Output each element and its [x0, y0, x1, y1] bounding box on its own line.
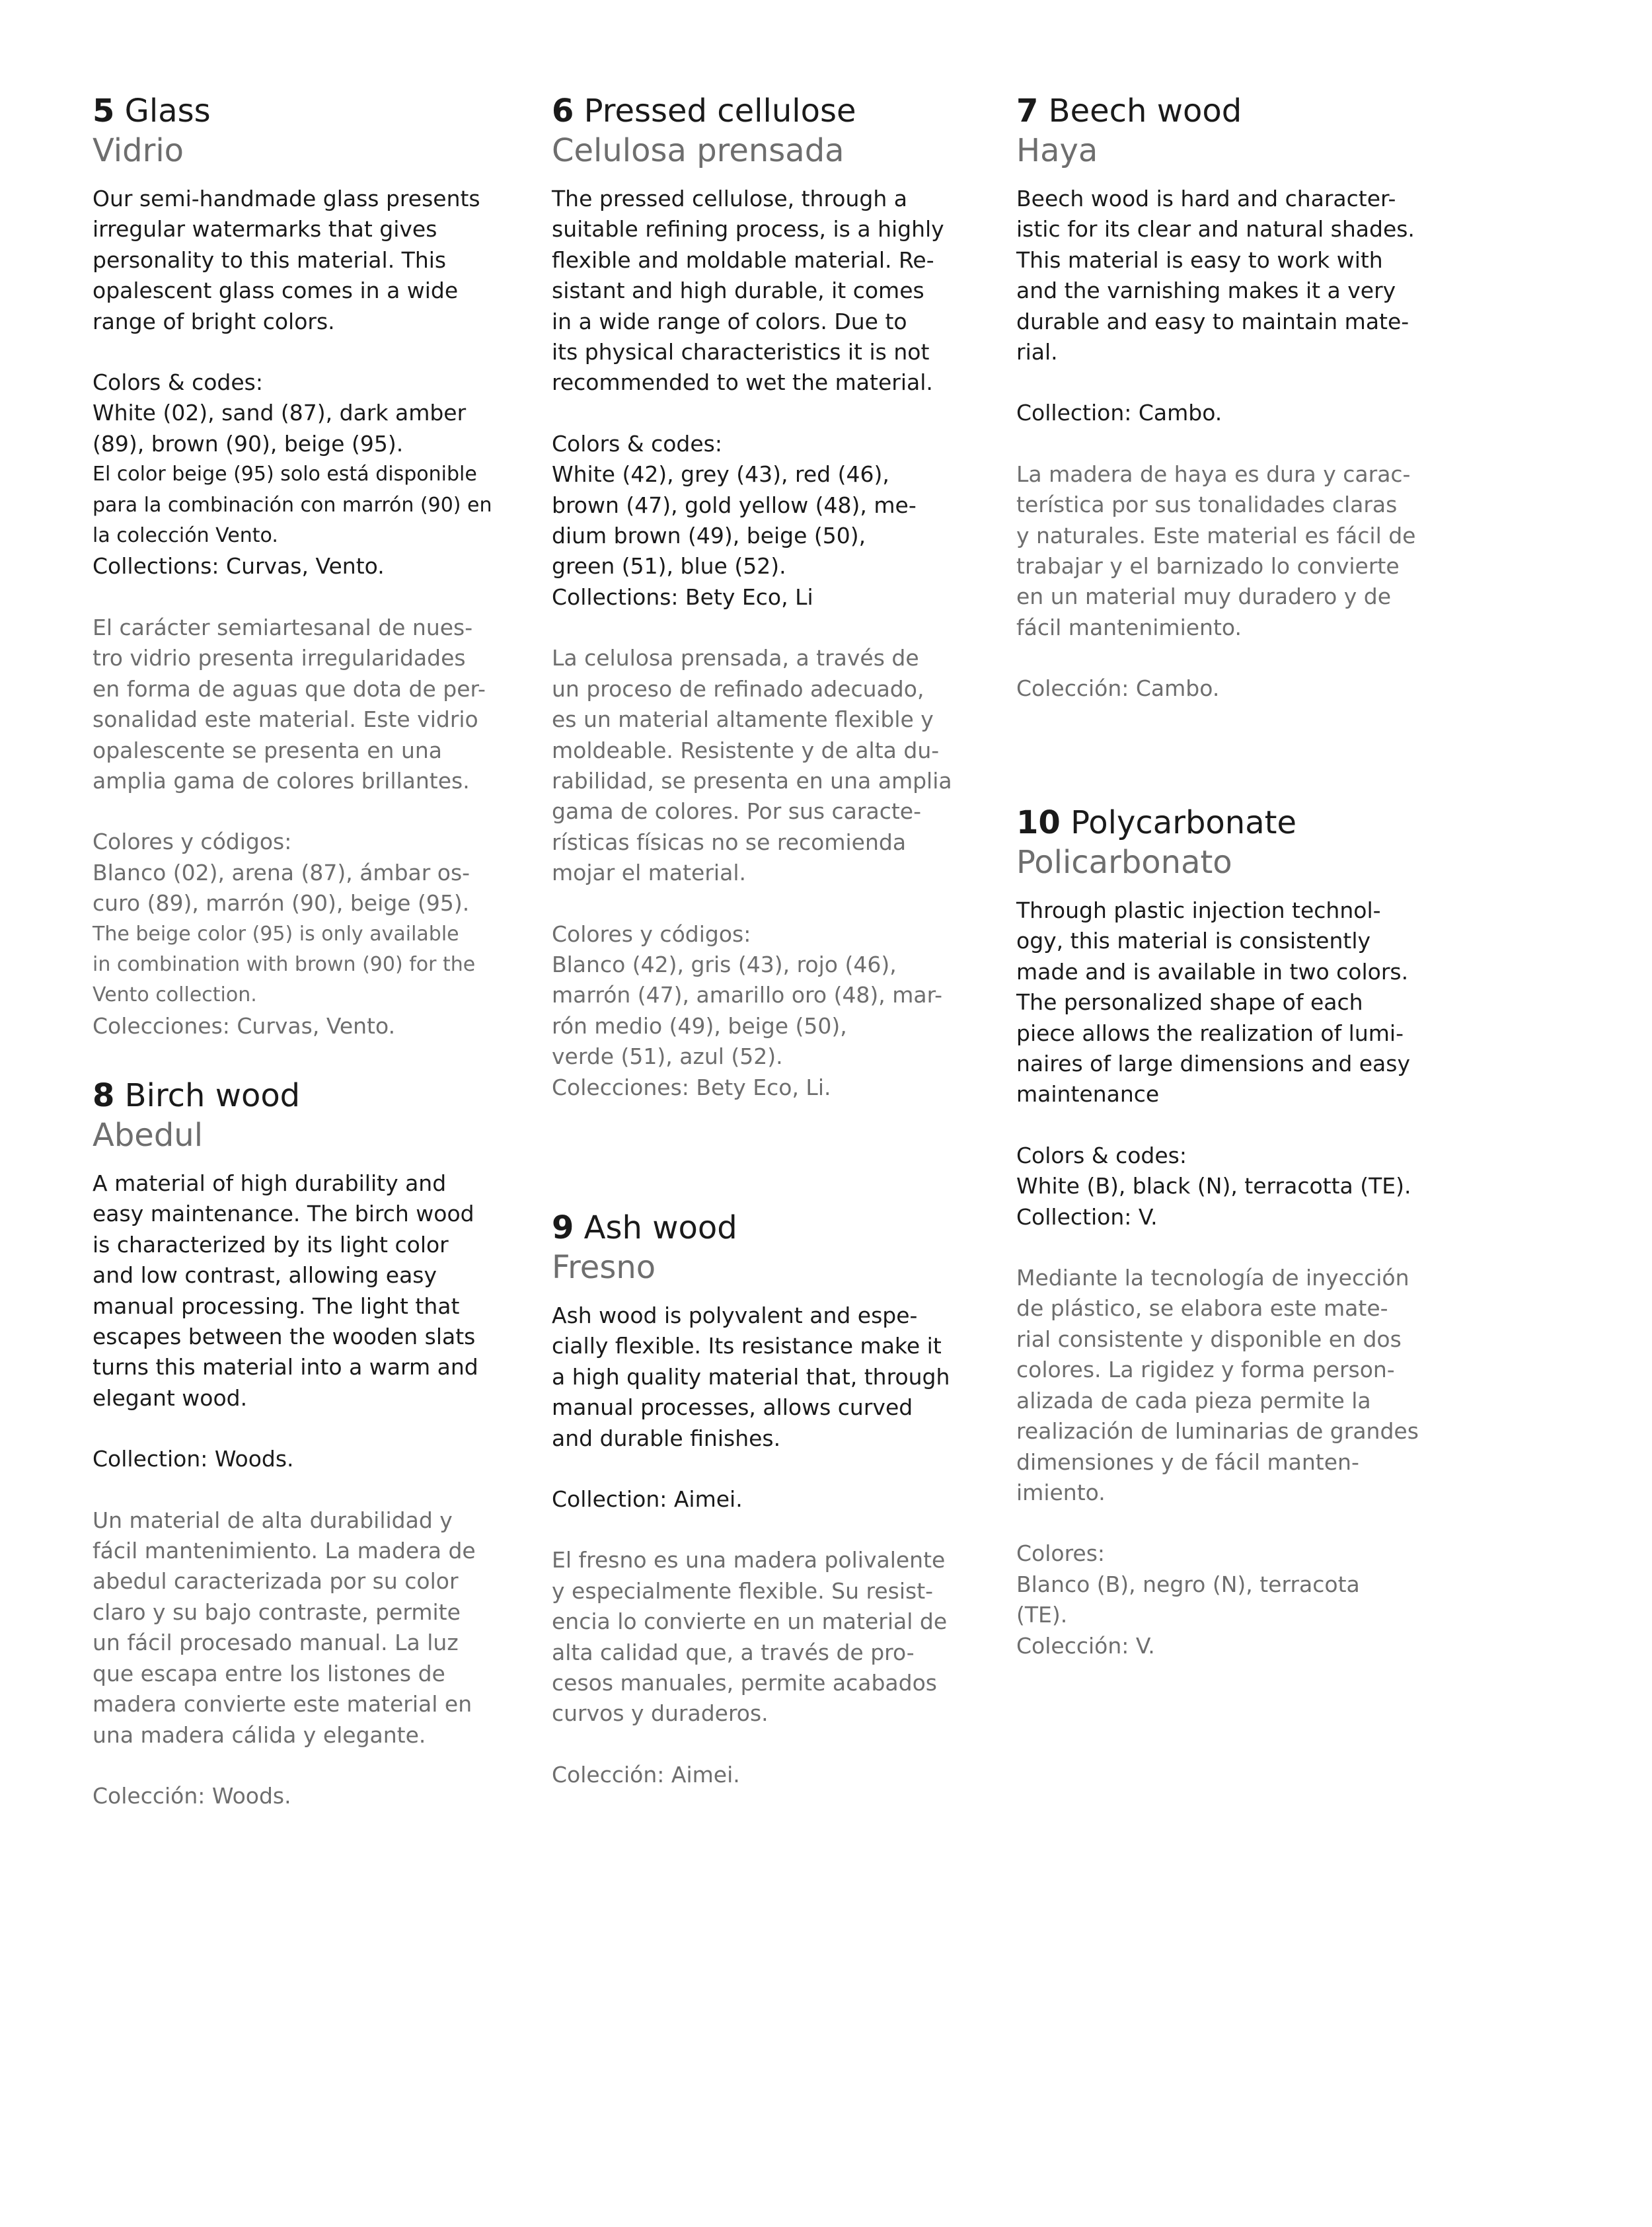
en-collection: Collection: Woods.	[93, 1446, 294, 1472]
es-note: The beige color (95) is only available in combination with brown (90) for the Vento collection.	[93, 922, 476, 1007]
section-title: 6 Pressed cellulose	[552, 93, 856, 130]
en-collections: Collections: Curvas, Vento.	[93, 553, 385, 580]
es-colors: Blanco (02), arena (87), ámbar os- curo (89), marrón (90), beige (95).	[93, 859, 470, 917]
es-description: Mediante la tecnología de inyección de plástico, se elabora este mate- rial consistente y disponible en dos colores. La rigidez y forma person- alizada de cada pieza permite la realización de luminarias de grandes dimensiones y de fácil manten- imiento.	[1016, 1265, 1419, 1505]
en-description: A material of high durability and easy maintenance. The birch wood is characterized by its light color and low contrast, allowing easy manual processing. The light that escapes between the wooden slats turns this material into a warm and elegant wood.	[93, 1170, 478, 1411]
es-colors-label: Colores y códigos:	[93, 829, 292, 855]
es-collection: Colección: V.	[1016, 1632, 1155, 1659]
es-collection: Colección: Woods.	[93, 1782, 291, 1809]
es-description: La madera de haya es dura y carac- terística por sus tonalidades claras y naturales. Este material es fácil de trabajar y el barnizado lo convierte en un material muy duradero y de fácil mantenimiento.	[1016, 461, 1416, 640]
section-subtitle: Policarbonato	[1016, 844, 1232, 881]
en-description: Ash wood is polyvalent and espe- cially flexible. Its resistance make it a high quality material that, through manual processes, allows curved and durable finishes.	[552, 1302, 950, 1451]
es-description: La celulosa prensada, a través de un proceso de refinado adecuado, es un material altamente flexible y moldeable. Resistente y de alta du- rabilidad, se presenta en una amplia gama de colores. Por sus caracte- rísticas físicas no se recomienda mojar el material.	[552, 645, 952, 886]
section-subtitle: Fresno	[552, 1249, 656, 1286]
en-description: Through plastic injection technol- ogy, this material is consistently made and is available in two colors. The personalized shape of each piece allows the realization of lumi- naires of large dimensions and easy maintenance	[1016, 897, 1410, 1108]
en-colors-label: Colors & codes:	[93, 369, 263, 396]
en-description: Beech wood is hard and character- istic for its clear and natural shades. This material is easy to work with and the varnishing makes it a very durable and easy to maintain mate- rial.	[1016, 186, 1415, 365]
section-beech-wood	[1016, 91, 1426, 704]
es-collections: Colecciones: Curvas, Vento.	[93, 1012, 396, 1039]
section-ash-wood	[552, 1208, 961, 1790]
section-title: 10 Polycarbonate	[1016, 804, 1296, 841]
section-subtitle: Vidrio	[93, 132, 184, 169]
es-collection: Colección: Cambo.	[1016, 675, 1220, 702]
es-colors-label: Colores y códigos:	[552, 921, 751, 947]
en-colors-label: Colors & codes:	[552, 430, 722, 457]
section-title: 8 Birch wood	[93, 1077, 301, 1114]
es-description: El carácter semiartesanal de nues- tro vidrio presenta irregularidades en forma de aguas que dota de per- sonalidad este material. Este vidrio opalescente se presenta en una amplia gama de colores brillantes.	[93, 614, 486, 794]
es-colors-label: Colores:	[1016, 1540, 1106, 1567]
es-colors: Blanco (B), negro (N), terracota (TE).	[1016, 1571, 1360, 1628]
en-colors: White (B), black (N), terracotta (TE).	[1016, 1173, 1411, 1199]
es-colors: Blanco (42), gris (43), rojo (46), marrón (47), amarillo oro (48), mar- rón medio (49), beige (50), verde (51), azul (52).	[552, 951, 943, 1070]
en-description: Our semi-handmade glass presents irregular watermarks that gives personality to this material. This opalescent glass comes in a wide range of bright colors.	[93, 186, 480, 334]
es-description: Un material de alta durabilidad y fácil mantenimiento. La madera de abedul caracterizada por su color claro y su bajo contraste, permite un fácil procesado manual. La luz que escapa entre los listones de madera convierte este material en una madera cálida y elegante.	[93, 1507, 476, 1748]
section-pressed-cellulose	[552, 91, 961, 1103]
section-title: 9 Ash wood	[552, 1209, 737, 1246]
en-collection: Collection: Cambo.	[1016, 400, 1222, 426]
section-subtitle: Celulosa prensada	[552, 132, 845, 169]
es-description: El fresno es una madera polivalente y especialmente flexible. Su resist- encia lo convierte en un material de alta calidad que, a través de pro- cesos manuales, permite acabados curvos y duraderos.	[552, 1547, 948, 1727]
en-colors: White (02), sand (87), dark amber (89), brown (90), beige (95).	[93, 400, 467, 457]
section-subtitle: Abedul	[93, 1117, 204, 1154]
en-collection: Collection: V.	[1016, 1203, 1158, 1230]
en-colors: White (42), grey (43), red (46), brown (47), gold yellow (48), me- dium brown (49), beige (50), green (51), blue (52).	[552, 461, 917, 580]
en-colors-label: Colors & codes:	[1016, 1142, 1187, 1168]
section-subtitle: Haya	[1016, 132, 1098, 169]
section-title: 7 Beech wood	[1016, 93, 1242, 130]
es-collection: Colección: Aimei.	[552, 1761, 740, 1788]
en-collection: Collection: Aimei.	[552, 1486, 743, 1513]
es-collections: Colecciones: Bety Eco, Li.	[552, 1074, 831, 1100]
en-description: The pressed cellulose, through a suitable refining process, is a highly flexible and moldable material. Re- sistant and high durable, it comes in a wide range of colors. Due to its physical characteristics it is not recommended to wet the material.	[552, 186, 944, 396]
section-title: 5 Glass	[93, 93, 211, 130]
en-note: El color beige (95) solo está disponible para la combinación con marrón (90) en la colección Vento.	[93, 463, 492, 548]
section-glass	[93, 91, 502, 1041]
en-collections: Collections: Bety Eco, Li	[552, 584, 813, 610]
section-polycarbonate	[1016, 803, 1426, 1661]
section-birch-wood	[93, 1076, 502, 1811]
